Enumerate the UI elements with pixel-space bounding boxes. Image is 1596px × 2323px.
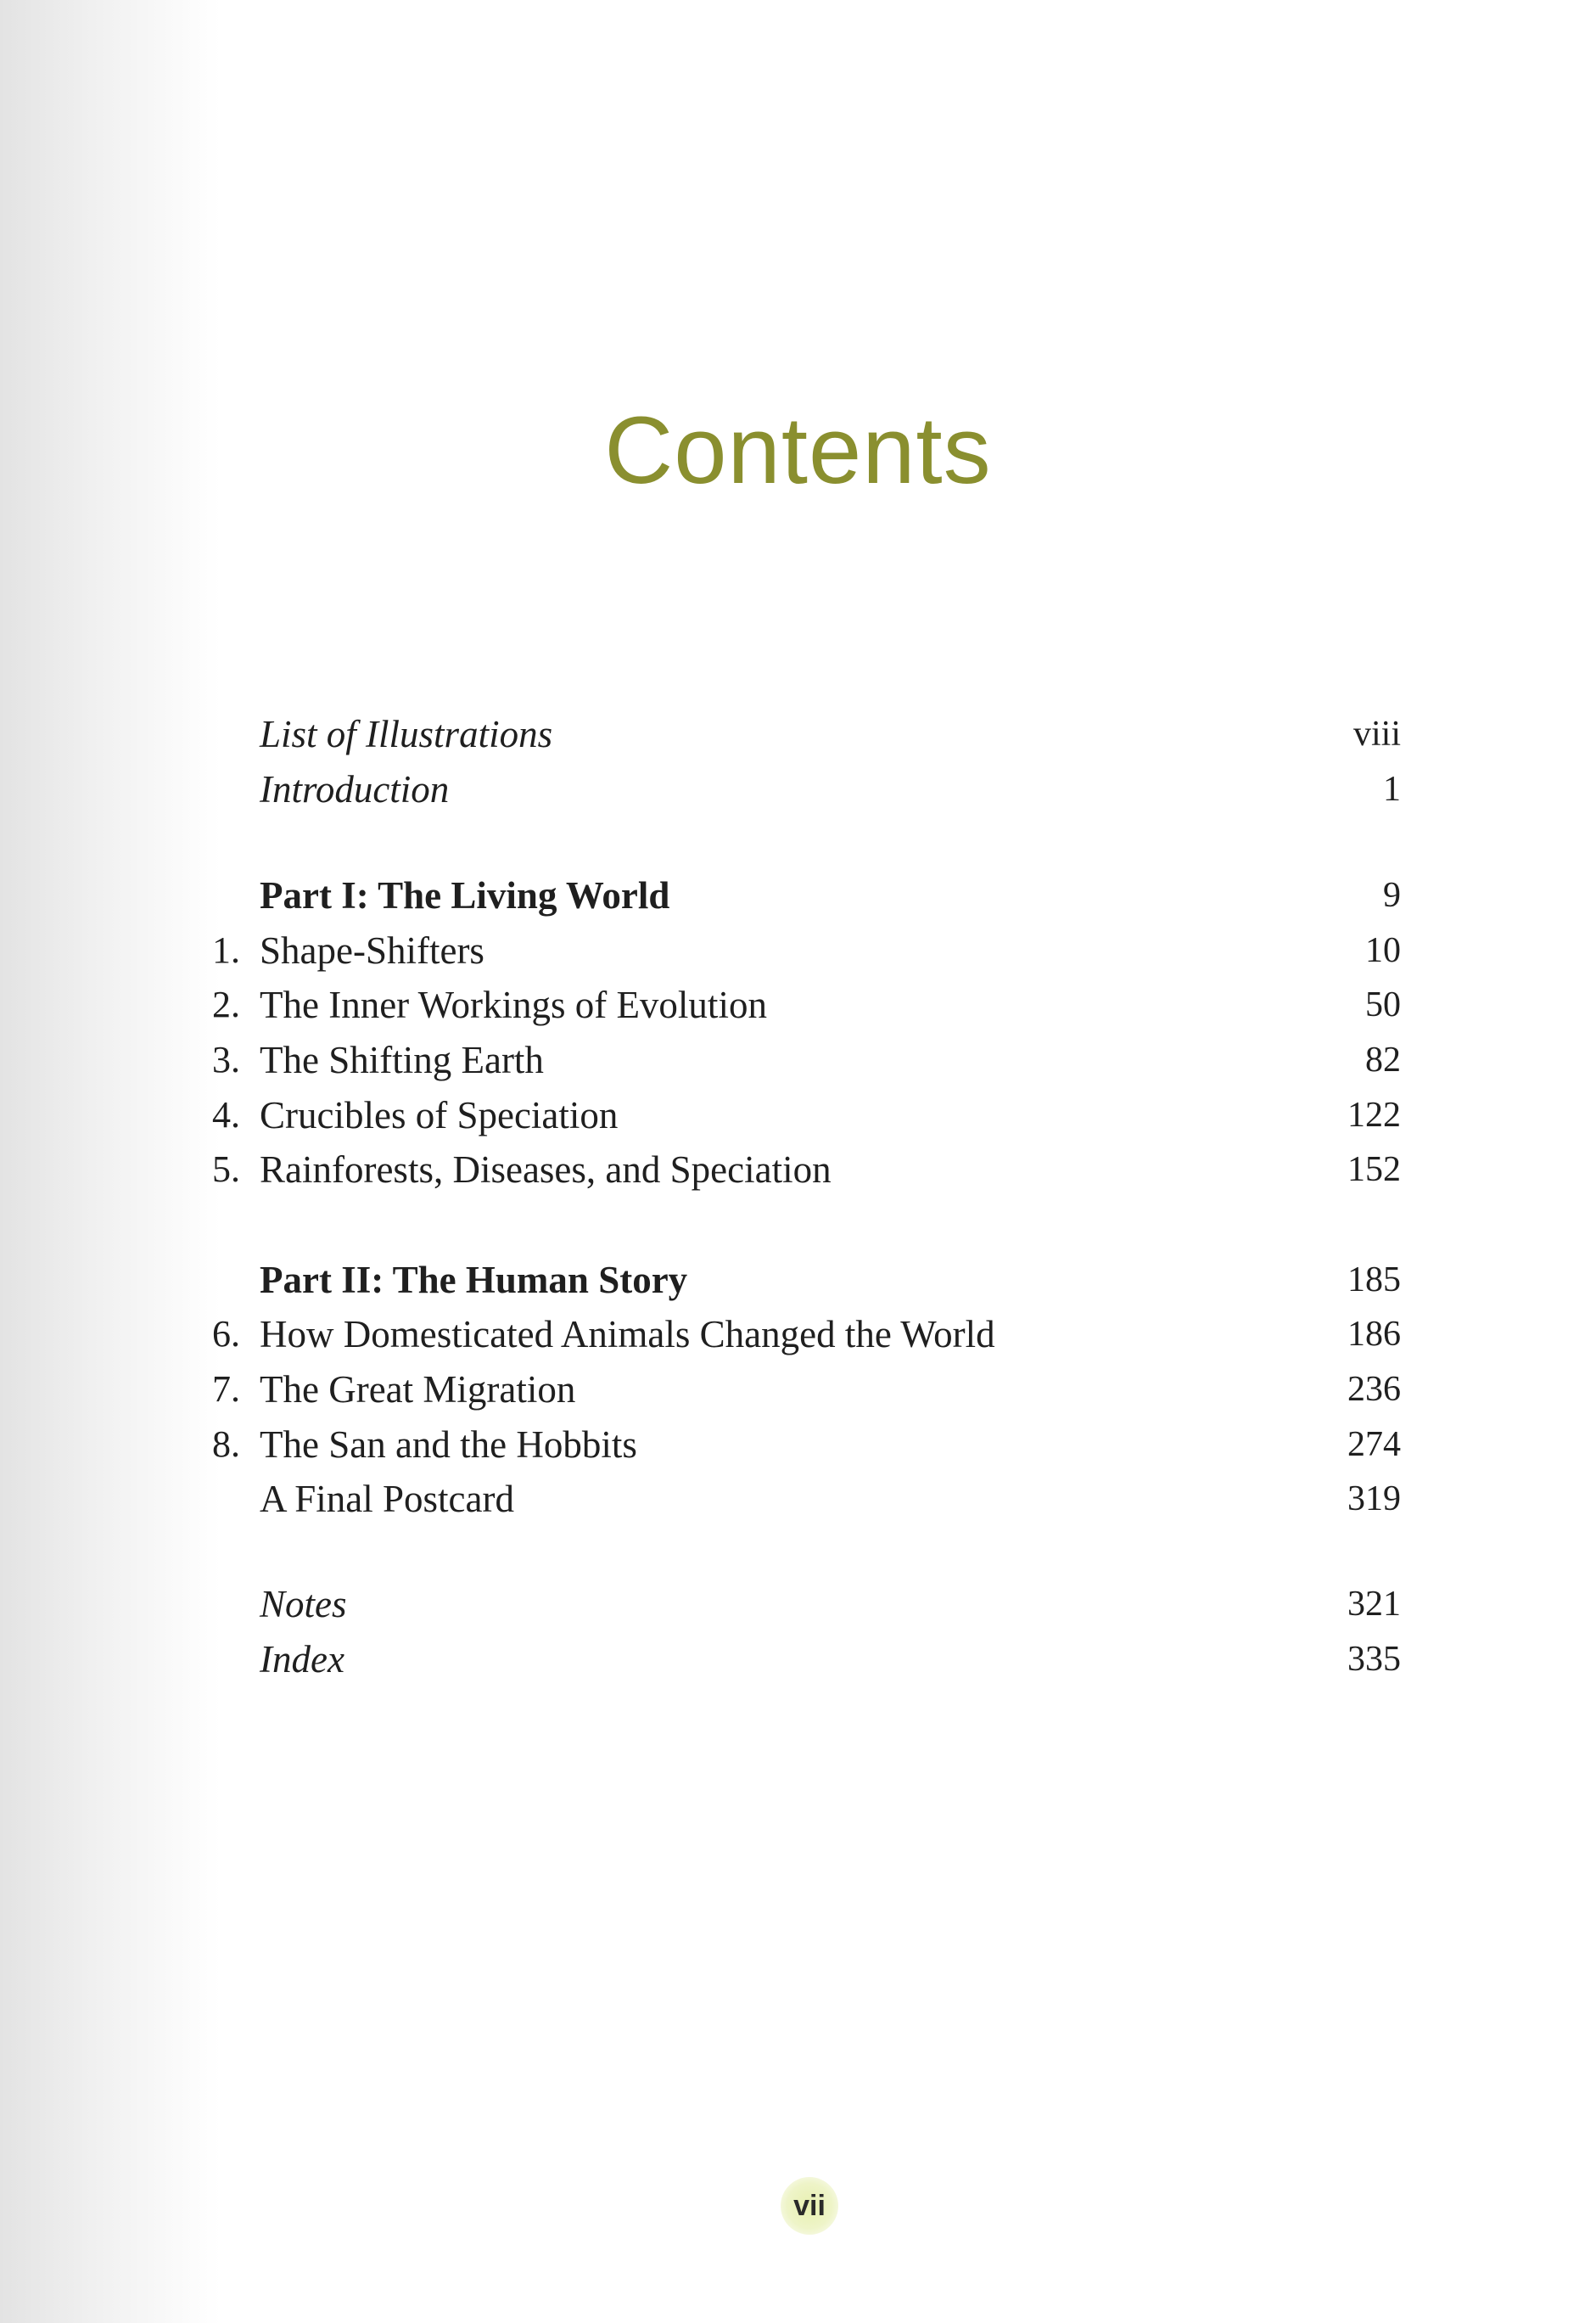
- toc-entry-page: 186: [1347, 1315, 1401, 1354]
- toc-entry-notes[interactable]: [0, 1579, 1596, 1630]
- toc-entry-number: 6.: [212, 1313, 240, 1355]
- toc-entry-title: Introduction: [260, 768, 450, 811]
- toc-entry-introduction[interactable]: [0, 764, 1596, 815]
- toc-entry-chapter-3[interactable]: [0, 1035, 1596, 1086]
- toc-entry-number: 8.: [212, 1423, 240, 1465]
- toc-entry-title: The Inner Workings of Evolution: [260, 984, 767, 1026]
- toc-entry-index[interactable]: [0, 1634, 1596, 1685]
- toc-entry-chapter-4[interactable]: [0, 1090, 1596, 1141]
- toc-part-heading-1[interactable]: [0, 870, 1596, 921]
- toc-entry-title: How Domesticated Animals Changed the World: [260, 1313, 995, 1355]
- toc-entry-number: 3.: [212, 1039, 240, 1080]
- toc-entry-page: 10: [1365, 931, 1401, 970]
- toc-entry-title: The Shifting Earth: [260, 1039, 544, 1081]
- toc-entry-page: 122: [1347, 1096, 1401, 1135]
- toc-entry-chapter-7[interactable]: [0, 1364, 1596, 1415]
- toc-entry-page: 319: [1347, 1479, 1401, 1518]
- toc-entry-list-of-illustrations[interactable]: [0, 709, 1596, 760]
- toc-entry-page: 274: [1347, 1425, 1401, 1464]
- toc-entry-title: Index: [260, 1638, 344, 1681]
- toc-entry-number: 7.: [212, 1368, 240, 1410]
- toc-entry-page: 152: [1347, 1150, 1401, 1189]
- toc-entry-title: The Great Migration: [260, 1368, 576, 1411]
- toc-entry-page: 236: [1347, 1370, 1401, 1409]
- toc-entry-chapter-1[interactable]: [0, 925, 1596, 976]
- toc-entry-title: Crucibles of Speciation: [260, 1094, 619, 1136]
- toc-entry-title: A Final Postcard: [260, 1478, 514, 1520]
- page-number: vii: [793, 2190, 826, 2222]
- toc-entry-page: 9: [1383, 876, 1401, 915]
- toc-entry-title: The San and the Hobbits: [260, 1423, 637, 1466]
- toc-part-heading-2[interactable]: [0, 1254, 1596, 1305]
- page-number-badge: [781, 2177, 838, 2235]
- toc-part-title: Part I: The Living World: [260, 874, 670, 917]
- toc-entry-page: 335: [1347, 1640, 1401, 1679]
- toc-entry-chapter-6[interactable]: [0, 1309, 1596, 1360]
- toc-entry-number: 5.: [212, 1148, 240, 1190]
- toc-entry-title: List of Illustrations: [260, 713, 553, 755]
- page-title: Contents: [604, 397, 992, 504]
- toc-entry-page: 321: [1347, 1585, 1401, 1624]
- toc-entry-title: Shape-Shifters: [260, 929, 484, 972]
- toc-entry-page: 82: [1365, 1041, 1401, 1080]
- toc-entry-page: 1: [1383, 770, 1401, 809]
- toc-entry-number: 2.: [212, 984, 240, 1025]
- toc-entry-chapter-5[interactable]: [0, 1144, 1596, 1195]
- toc-entry-page: viii: [1352, 715, 1401, 754]
- toc-entry-number: 1.: [212, 929, 240, 971]
- toc-entry-final-postcard[interactable]: [0, 1473, 1596, 1524]
- toc-entry-title: Notes: [260, 1583, 347, 1625]
- toc-entry-page: 185: [1347, 1260, 1401, 1299]
- toc-entry-title: Rainforests, Diseases, and Speciation: [260, 1148, 832, 1191]
- toc-entry-chapter-2[interactable]: [0, 979, 1596, 1030]
- toc-entry-number: 4.: [212, 1094, 240, 1136]
- toc-entry-page: 50: [1365, 985, 1401, 1024]
- toc-entry-chapter-8[interactable]: [0, 1419, 1596, 1470]
- toc-part-title: Part II: The Human Story: [260, 1259, 688, 1301]
